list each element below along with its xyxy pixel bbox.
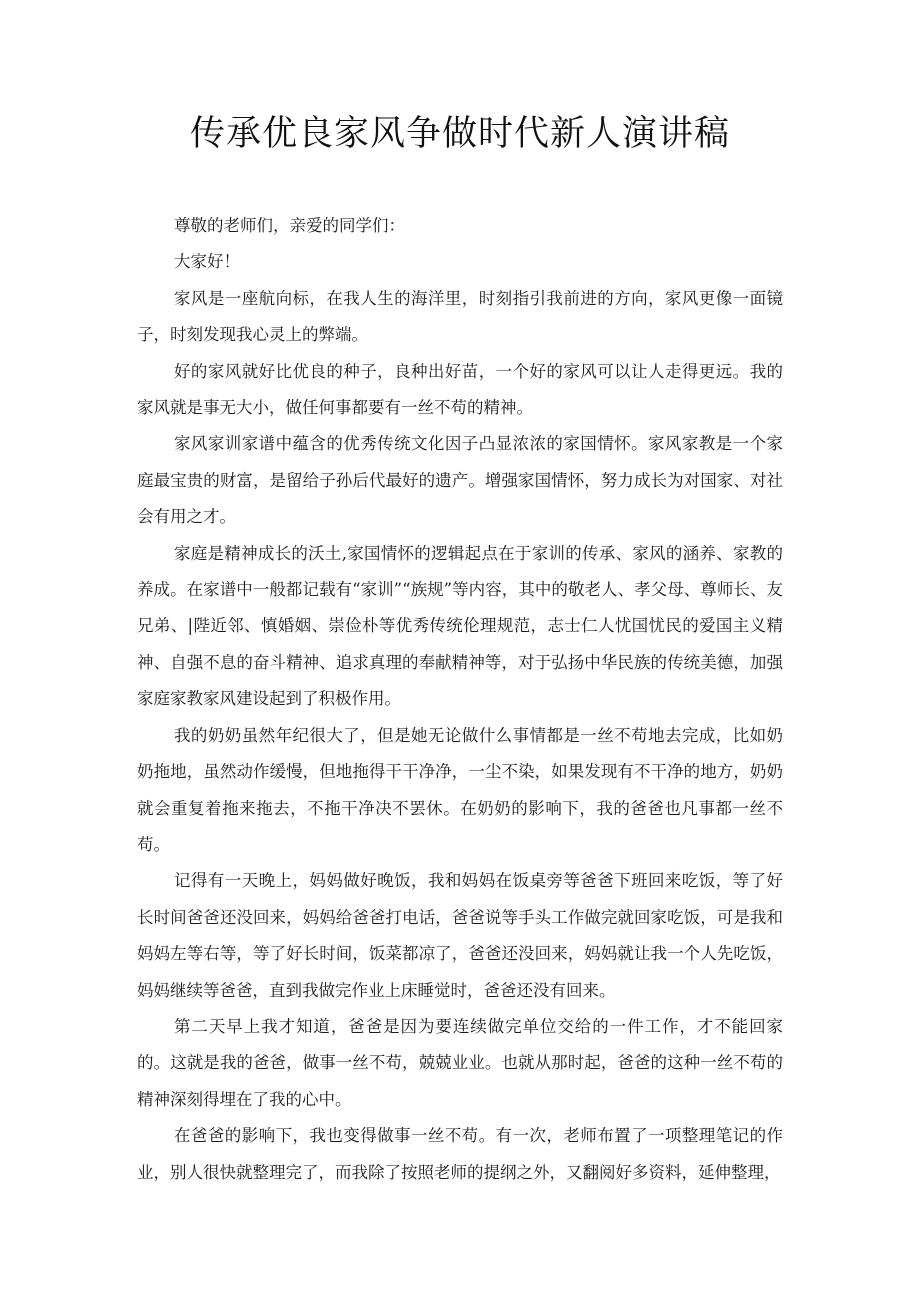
body-paragraph: 记得有一天晚上，妈妈做好晚饭，我和妈妈在饭桌旁等爸爸下班回来吃饭，等了好长时间爸爸还没回来，妈妈给爸爸打电话，爸爸说等手头工作做完就回家吃饭，可是我和妈妈左等右等，等了好长时间，饭菜都凉了，爸爸还没回来，妈妈就让我一个人先吃饭，妈妈继续等爸爸，直到我做完作业上床睡觉时，爸爸还没有回来。: [137, 871, 783, 1000]
body-paragraph: 第二天早上我才知道，爸爸是因为要连续做完单位交给的一件工作，才不能回家的。这就是我的爸爸，做事一丝不苟，兢兢业业。也就从那时起，爸爸的这种一丝不苟的精神深刻得埋在了我的心中。: [137, 1016, 783, 1109]
body-paragraph: 家风家训家谱中蕴含的优秀传统文化因子凸显浓浓的家国情怀。家风家教是一个家庭最宝贵的财富，是留给子孙后代最好的遗产。增强家国情怀，努力成长为对国家、对社会有用之才。: [137, 434, 783, 527]
document-body: [137, 208, 783, 1191]
document-title: 传承优良家风争做时代新人演讲稿: [189, 114, 730, 154]
salutation-paragraph: 尊敬的老师们，亲爱的同学们：: [174, 216, 405, 235]
body-paragraph: 家风是一座航向标，在我人生的海洋里，时刻指引我前进的方向，家风更像一面镜子，时刻发现我心灵上的弊端。: [137, 288, 783, 345]
body-paragraph: 我的奶奶虽然年纪很大了，但是她无论做什么事情都是一丝不苟地去完成，比如奶奶拖地，虽然动作缓慢，但地拖得干干净净，一尘不染，如果发现有不干净的地方，奶奶就会重复着拖来拖去，不拖干净决不罢休。在奶奶的影响下，我的爸爸也凡事都一丝不苟。: [137, 725, 783, 854]
body-paragraph: 在爸爸的影响下，我也变得做事一丝不苟。有一次，老师布置了一项整理笔记的作业，别人很快就整理完了，而我除了按照老师的提纲之外，又翻阅好多资料，延伸整理，: [137, 1126, 783, 1182]
body-paragraph: 家庭是精神成长的沃土,家国情怀的逻辑起点在于家训的传承、家风的涵养、家教的养成。在家谱中一般都记载有“家训”“族规”等内容，其中的敬老人、孝父母、尊师长、友兄弟、|陛近邻、慎婚姻、崇俭朴等优秀传统伦理规范，志士仁人忧国忧民的爱国主义精神、自强不息的奋斗精神、追求真理的奉献精神等，对于弘扬中华民族的传统美德，加强家庭家教家风建设起到了积极作用。: [137, 543, 783, 709]
greeting-paragraph: 大家好！: [174, 252, 240, 272]
body-paragraph: 好的家风就好比优良的种子，良种出好苗，一个好的家风可以让人走得更远。我的家风就是事无大小，做任何事都要有一丝不苟的精神。: [137, 361, 783, 418]
